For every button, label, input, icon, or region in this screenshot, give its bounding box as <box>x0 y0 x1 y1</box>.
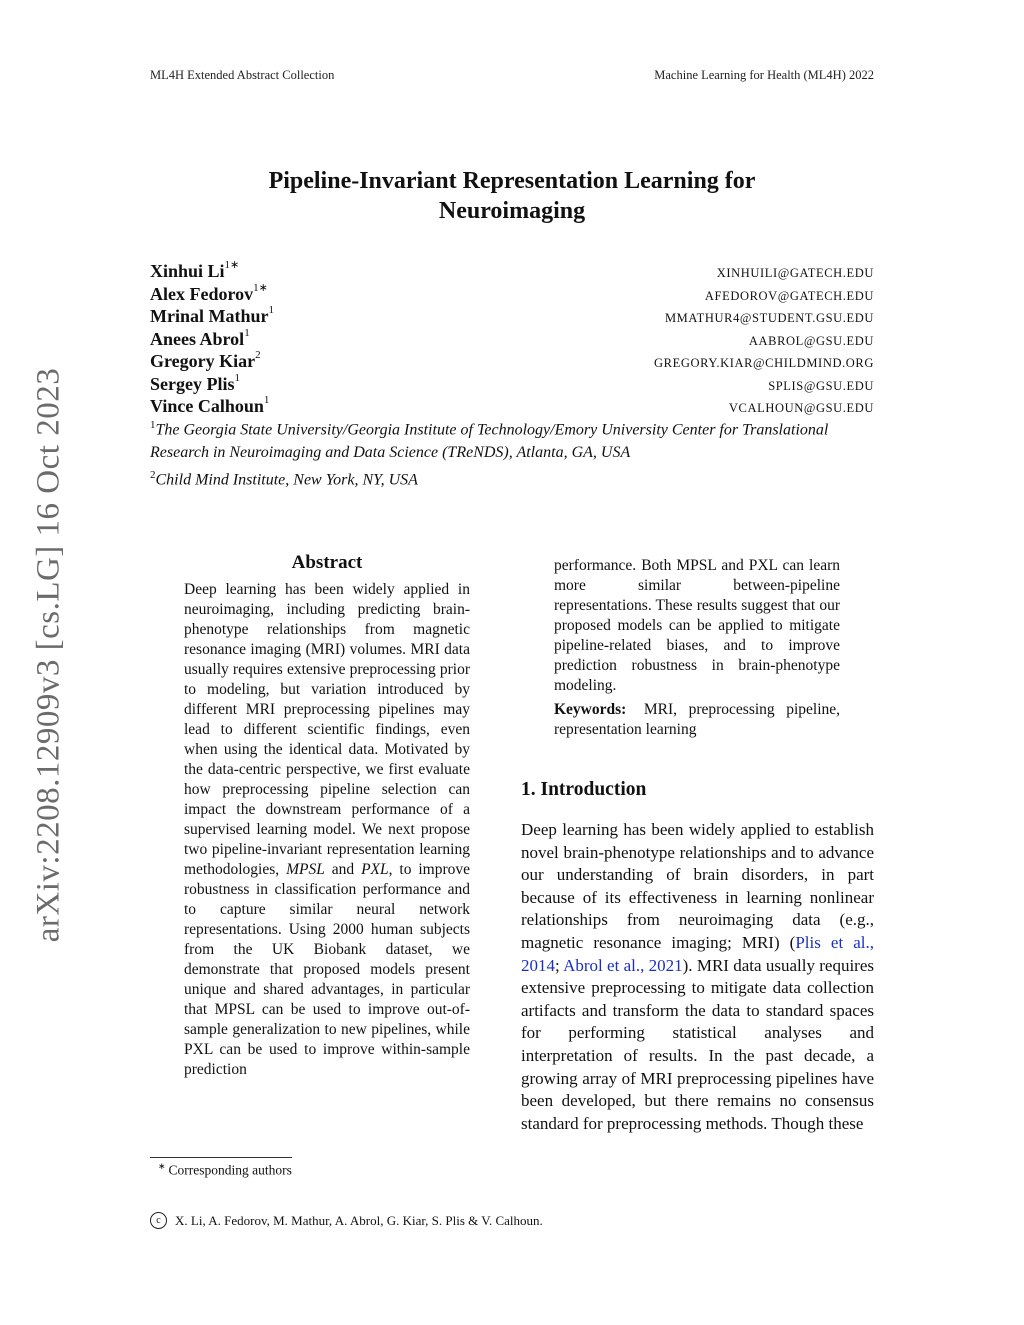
affiliation-1: $^1$The Georgia State University/Georgia Institute of Technology/Emory University Center for Translational Research in Neuroimaging and Data Science (TReNDS), Atlanta, GA, USA <box>150 419 829 461</box>
author-email[interactable]: AFEDOROV@GATECH.EDU <box>704 288 874 303</box>
abstract-column-right <box>554 556 840 740</box>
citation-link[interactable]: Abrol et al., 2021 <box>563 955 683 975</box>
abstract-body: Deep learning has been widely applied in neuroimaging, including predicting brain-phenotype relationships from magnetic resonance imaging (MRI) volumes. MRI data usually requires extensive preprocessing prior to modeling, but variation introduced by different MRI preprocessing pipelines may lead to different scientific findings, even when using the identical data. Motivated by the data-centric perspective, we first evaluate how preprocessing pipeline selection can impact the downstream performance of a supervised learning model. We next propose two pipeline-invariant representation learning methodologies, MPSL and PXL, to improve robustness in classification performance and to capture similar neural network representations. Using 2000 human subjects from the UK Biobank dataset, we demonstrate that proposed models present unique and shared advantages, in particular that MPSL can be used to improve out-of-sample generalization to new pipelines, while PXL can be used to improve within-sample prediction <box>184 581 471 1078</box>
author-name: Alex Fedorov$^{1∗}$ <box>150 281 268 304</box>
abstract-continuation: performance. Both MPSL and PXL can learn more similar between-pipeline representations. These results suggest that our proposed models can be applied to mitigate pipeline-related biases, and to improve prediction robustness in brain-phenotype modeling. <box>554 557 840 694</box>
abstract-heading: Abstract <box>291 552 363 573</box>
running-header-left: ML4H Extended Abstract Collection <box>150 68 335 82</box>
author-email[interactable]: AABROL@GSU.EDU <box>748 333 874 348</box>
arxiv-id[interactable]: arXiv:2208.12909v3 [cs.LG] 16 Oct 2023 <box>30 367 67 943</box>
affiliations <box>150 414 874 492</box>
copyright-text: X. Li, A. Fedorov, M. Mathur, A. Abrol, G. Kiar, S. Plis & V. Calhoun. <box>175 1212 543 1228</box>
title-line-2: Neuroimaging <box>438 198 586 224</box>
author-email[interactable]: SPLIS@GSU.EDU <box>768 378 874 393</box>
author-name: Vince Calhoun$^1$ <box>150 394 270 416</box>
footnote: ∗ Corresponding authors <box>158 1161 292 1178</box>
title-line-1: Pipeline-Invariant Representation Learning for <box>268 168 756 194</box>
running-header-right: Machine Learning for Health (ML4H) 2022 <box>654 68 874 82</box>
author-row <box>150 256 874 279</box>
author-email[interactable]: MMATHUR4@STUDENT.GSU.EDU <box>664 311 874 325</box>
author-email[interactable]: GREGORY.KIAR@CHILDMIND.ORG <box>654 356 874 370</box>
affiliation-2: $^2$Child Mind Institute, New York, NY, USA <box>150 469 418 489</box>
author-row <box>150 391 874 414</box>
author-name: Gregory Kiar$^2$ <box>150 349 261 371</box>
copyright-icon: c <box>150 1212 167 1229</box>
author-name: Anees Abrol$^1$ <box>150 326 250 349</box>
copyright-notice <box>150 1212 543 1229</box>
arxiv-sidebar <box>30 355 67 955</box>
author-email[interactable]: XINHUILI@GATECH.EDU <box>716 266 874 280</box>
introduction-body: Deep learning has been widely applied to establish novel brain-phenotype relationships and to advance our understanding of brain disorders, in part because of its effectiveness in learning nonlinear relationships from neuroimaging data (e.g., magnetic resonance imaging; MRI) (Plis et al., 2014; Abrol et al., 2021). MRI data usually requires extensive preprocessing to mitigate data collection artifacts and transform the data to standard spaces for performing statistical analyses and interpretation of results. In the past decade, a growing array of MRI preprocessing pipelines have been developed, but there remains no consensus standard for preprocessing methods. Though these <box>521 820 874 1133</box>
author-name: Xinhui $Li^{1∗}$ <box>150 259 240 281</box>
author-email[interactable]: VCALHOUN@GSU.EDU <box>728 401 874 415</box>
section-heading-introduction: 1. Introduction <box>521 779 647 800</box>
author-list <box>150 256 874 414</box>
citation-link[interactable]: Plis et al., 2014 <box>521 932 874 975</box>
abstract-column-left <box>184 552 470 1080</box>
paper-title <box>150 166 874 226</box>
footnote-rule <box>150 1157 292 1158</box>
author-name: Sergey Plis$^1$ <box>150 371 240 394</box>
author-name: Mrinal Mathur$^1$ <box>150 304 274 326</box>
keywords: Keywords: MRI, preprocessing pipeline, representation learning <box>554 701 841 738</box>
